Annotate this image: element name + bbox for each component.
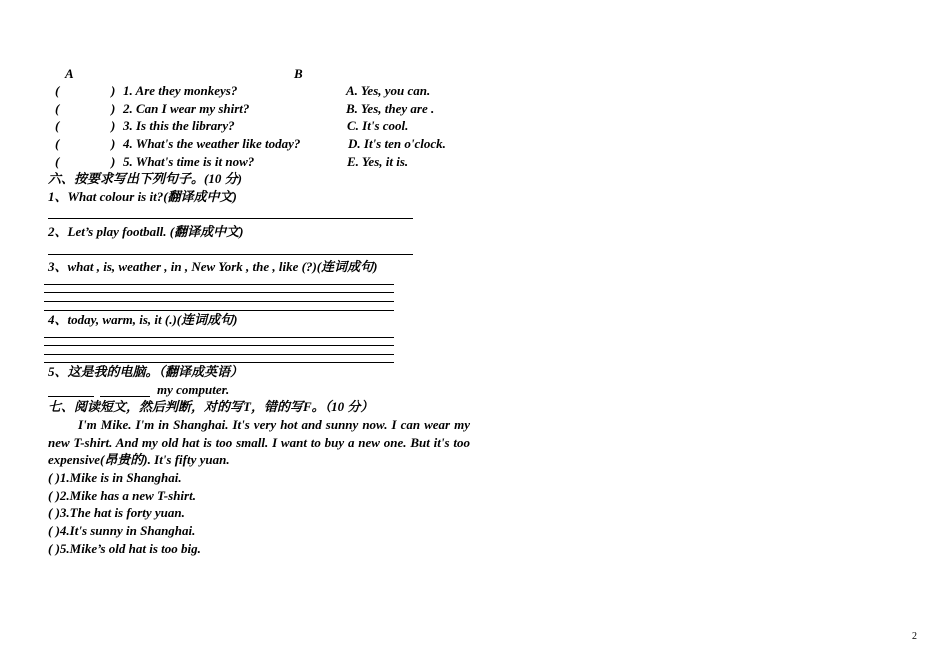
answer-line — [44, 310, 394, 311]
paren-close: ) — [111, 101, 116, 116]
answer-line — [44, 301, 394, 302]
judgement-item: ( )5.Mike’s old hat is too big. — [48, 541, 201, 556]
section6-question-5: 5、这是我的电脑。（翻译成英语） — [48, 364, 244, 379]
answer-line — [44, 345, 394, 346]
reading-passage — [48, 416, 470, 469]
paren-open: ( — [55, 136, 60, 151]
section7-heading: 七、阅读短文，然后判断，对的写T，错的写F。（10 分） — [48, 399, 374, 414]
answer-line — [48, 218, 413, 219]
matching-answer: B. Yes, they are . — [346, 101, 435, 116]
answer-line — [44, 292, 394, 293]
judgement-item: ( )1.Mike is in Shanghai. — [48, 470, 182, 485]
column-a-label: A — [65, 66, 74, 81]
matching-answer: C. It's cool. — [347, 118, 409, 133]
section6-question-3: 3、what , is, weather , in , New York , the , like (?)(连词成句) — [48, 259, 378, 274]
paren-open: ( — [55, 83, 60, 98]
section6-question-2: 2、Let’s play football. (翻译成中文) — [48, 224, 244, 239]
matching-question: 5. What's time is it now? — [123, 154, 255, 169]
blank-line — [48, 396, 94, 397]
page-number: 2 — [912, 631, 917, 642]
judgement-item: ( )3.The hat is forty yuan. — [48, 505, 185, 520]
answer-line — [48, 254, 413, 255]
answer-line — [44, 284, 394, 285]
answer-line — [44, 354, 394, 355]
paren-open: ( — [55, 154, 60, 169]
section6-question-5-answer: my computer. — [157, 382, 230, 397]
answer-line — [44, 337, 394, 338]
matching-answer: D. It's ten o'clock. — [348, 136, 446, 151]
judgement-item: ( )4.It's sunny in Shanghai. — [48, 523, 196, 538]
answer-line — [44, 362, 394, 363]
matching-question: 4. What's the weather like today? — [123, 136, 301, 151]
blank-line — [100, 396, 150, 397]
section6-question-4: 4、today, warm, is, it (.)(连词成句) — [48, 312, 238, 327]
matching-answer: E. Yes, it is. — [347, 154, 409, 169]
paren-close: ) — [111, 154, 116, 169]
matching-question: 3. Is this the library? — [123, 118, 235, 133]
paren-close: ) — [111, 118, 116, 133]
reading-passage-text: I'm Mike. I'm in Shanghai. It's very hot and sunny now. I can wear my new T-shirt. And my old hat is too small. I want to buy a new one. But it's too expensive(昂贵的). It's fifty yuan. — [48, 417, 470, 467]
column-b-label: B — [294, 66, 303, 81]
matching-question: 1. Are they monkeys? — [123, 83, 238, 98]
paren-close: ) — [111, 136, 116, 151]
matching-answer: A. Yes, you can. — [346, 83, 431, 98]
paren-close: ) — [111, 83, 116, 98]
section6-question-1: 1、What colour is it?(翻译成中文) — [48, 189, 237, 204]
paren-open: ( — [55, 101, 60, 116]
section6-heading: 六、按要求写出下列句子。(10 分) — [48, 171, 242, 186]
matching-question: 2. Can I wear my shirt? — [123, 101, 250, 116]
paren-open: ( — [55, 118, 60, 133]
judgement-item: ( )2.Mike has a new T-shirt. — [48, 488, 196, 503]
